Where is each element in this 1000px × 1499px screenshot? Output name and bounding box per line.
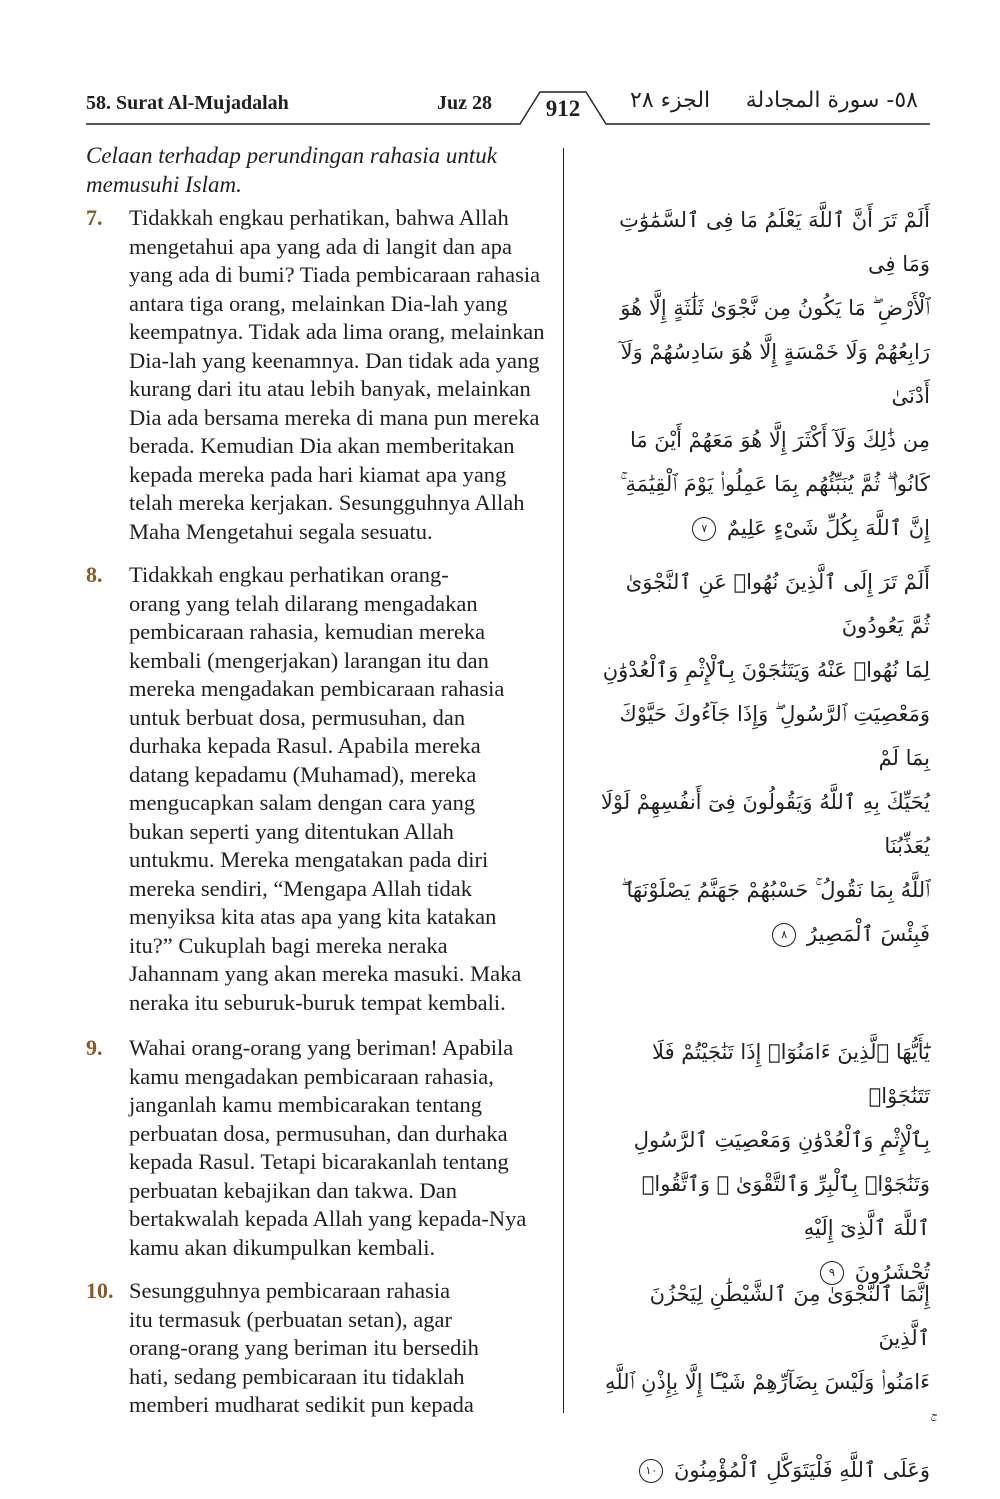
verse-10-translation bbox=[86, 1277, 558, 1420]
ayah-end-marker: ٩ bbox=[820, 1261, 844, 1285]
surah-title-latin: 58. Surat Al-Mujadalah bbox=[86, 92, 289, 114]
arabic-text: إِنَّمَا ٱلنَّجْوَىٰ مِنَ ٱلشَّيْطَٰنِ لِيَحْزُنَ ٱلَّذِينَ ءَامَنُوا۟ وَلَيْسَ بِضَآرِّهِمْ شَيْـًٔا إِلَّا بِإِذْنِ ٱللَّهِ وَعَلَى ٱللَّهِ فَلْيَتَوَكَّلِ ٱلْمُؤْمِنُونَ bbox=[604, 1282, 930, 1482]
surah-title-arabic: ٥٨- سورة المجادلة bbox=[745, 88, 918, 113]
arabic-text: أَلَمْ تَرَ إِلَى ٱلَّذِينَ نُهُوا۟ عَنِ ٱلنَّجْوَىٰ ثُمَّ يَعُودُونَ لِمَا نُهُوا۟ عَنْهُ وَيَتَنَٰجَوْنَ بِٱلْإِثْمِ وَٱلْعُدْوَٰنِ وَمَعْصِيَتِ ٱلرَّسُولِ ۖ وَإِذَا جَآءُوكَ حَيَّوْكَ بِمَا لَمْ يُحَيِّكَ بِهِ ٱللَّهُ وَيَقُولُونَ فِىٓ أَنفُسِهِمْ لَوْلَا يُعَذِّبُنَا ٱللَّهُ بِمَا نَقُولُ ۚ حَسْبُهُمْ جَهَنَّمُ يَصْلَوْنَهَا ۖ فَبِئْسَ ٱلْمَصِيرُ bbox=[600, 570, 930, 946]
verse-9-translation bbox=[86, 1034, 558, 1262]
ayah-end-marker: ١٠ bbox=[639, 1459, 663, 1483]
page-number: 912 bbox=[545, 96, 581, 121]
juz-label: Juz 28 bbox=[437, 92, 492, 114]
arabic-text: أَلَمْ تَرَ أَنَّ ٱللَّهَ يَعْلَمُ مَا فِى ٱلسَّمَٰوَٰتِ وَمَا فِى ٱلْأَرْضِ ۖ مَا يَكُونُ مِن نَّجْوَىٰ ثَلَٰثَةٍ إِلَّا هُوَ رَابِعُهُمْ وَلَا خَمْسَةٍ إِلَّا هُوَ سَادِسُهُمْ وَلَآ أَدْنَىٰ مِن ذَٰلِكَ وَلَآ أَكْثَرَ إِلَّا هُوَ مَعَهُمْ أَيْنَ مَا كَانُوا۟ ۖ ثُمَّ يُنَبِّئُهُم بِمَا عَمِلُوا۟ يَوْمَ ٱلْقِيَٰمَةِ ۚ إِنَّ ٱللَّهَ بِكُلِّ شَىْءٍ عَلِيمٌ bbox=[619, 208, 930, 540]
verse-number: 7. bbox=[86, 205, 103, 230]
verse-number: 9. bbox=[86, 1035, 103, 1060]
verse-9-arabic bbox=[600, 1030, 930, 1294]
verse-text: Tidakkah engkau perhatikan orang- orang yang telah dilarang mengadakan pembicaraan rahasia, kemudian mereka kembali (mengerjakan) larangan itu dan mereka mengadakan pembicaraan rahasia untuk berbuat dosa, permusuhan, dan durhaka kepada Rasul. Apabila mereka datang kepadamu (Muhamad), mereka mengucapkan salam dengan cara yang bukan seperti yang ditentukan Allah untukmu. Mereka mengatakan pada diri mereka sendiri, “Mengapa Allah tidak menyiksa kita atas apa yang kita katakan itu?” Cukuplah bagi mereka neraka Jahannam yang akan mereka masuki. Maka neraka itu seburuk-buruk tempat kembali. bbox=[129, 562, 522, 1015]
juz-arabic: الجزء ٢٨ bbox=[630, 88, 711, 113]
section-subtitle: Celaan terhadap perundingan rahasia untuk memusuhi Islam. bbox=[86, 143, 498, 197]
verse-number: 8. bbox=[86, 562, 103, 587]
column-divider bbox=[563, 148, 564, 1413]
verse-7-arabic bbox=[600, 198, 930, 550]
verse-8-arabic bbox=[600, 560, 930, 956]
verse-text: Sesungguhnya pembicaraan rahasia itu termasuk (perbuatan setan), agar orang-orang yang beriman itu bersedih hati, sedang pembicaraan itu tidaklah memberi mudharat sedikit pun kepada bbox=[129, 1278, 479, 1417]
verse-8-translation bbox=[86, 561, 558, 1017]
verse-text: Wahai orang-orang yang beriman! Apabila kamu mengadakan pembicaraan rahasia, janganlah kamu membicarakan tentang perbuatan dosa, permusuhan, dan durhaka kepada Rasul. Tetapi bicarakanlah tentang perbuatan kebajikan dan takwa. Dan bertakwalah kepada Allah yang kepada-Nya kamu akan dikumpulkan kembali. bbox=[129, 1035, 527, 1260]
verse-10-arabic bbox=[600, 1272, 930, 1492]
header-rule bbox=[0, 0, 1000, 160]
verse-7-translation bbox=[86, 204, 558, 546]
arabic-text: يَٰٓأَيُّهَا ٱلَّذِينَ ءَامَنُوٓا۟ إِذَا تَنَٰجَيْتُمْ فَلَا تَتَنَٰجَوْا۟ بِٱلْإِثْمِ وَٱلْعُدْوَٰنِ وَمَعْصِيَتِ ٱلرَّسُولِ وَتَنَٰجَوْا۟ بِٱلْبِرِّ وَٱلتَّقْوَىٰ ۖ وَٱتَّقُوا۟ ٱللَّهَ ٱلَّذِىٓ إِلَيْهِ تُحْشَرُونَ bbox=[633, 1040, 930, 1284]
ayah-end-marker: ٨ bbox=[772, 923, 796, 947]
verse-number: 10. bbox=[86, 1278, 114, 1303]
ayah-end-marker: ٧ bbox=[692, 517, 716, 541]
verse-text: Tidakkah engkau perhatikan, bahwa Allah mengetahui apa yang ada di langit dan apa yang ada di bumi? Tiada pembicaraan rahasia antara tiga orang, melainkan Dia-lah yang keempatnya. Tidak ada lima orang, melainkan Dia-lah yang keenamnya. Dan tidak ada yang kurang dari itu atau lebih banyak, melainkan Dia ada bersama mereka di mana pun mereka berada. Kemudian Dia akan memberitakan kepada mereka pada hari kiamat apa yang telah mereka kerjakan. Sesungguhnya Allah Maha Mengetahui segala sesuatu. bbox=[129, 205, 545, 544]
